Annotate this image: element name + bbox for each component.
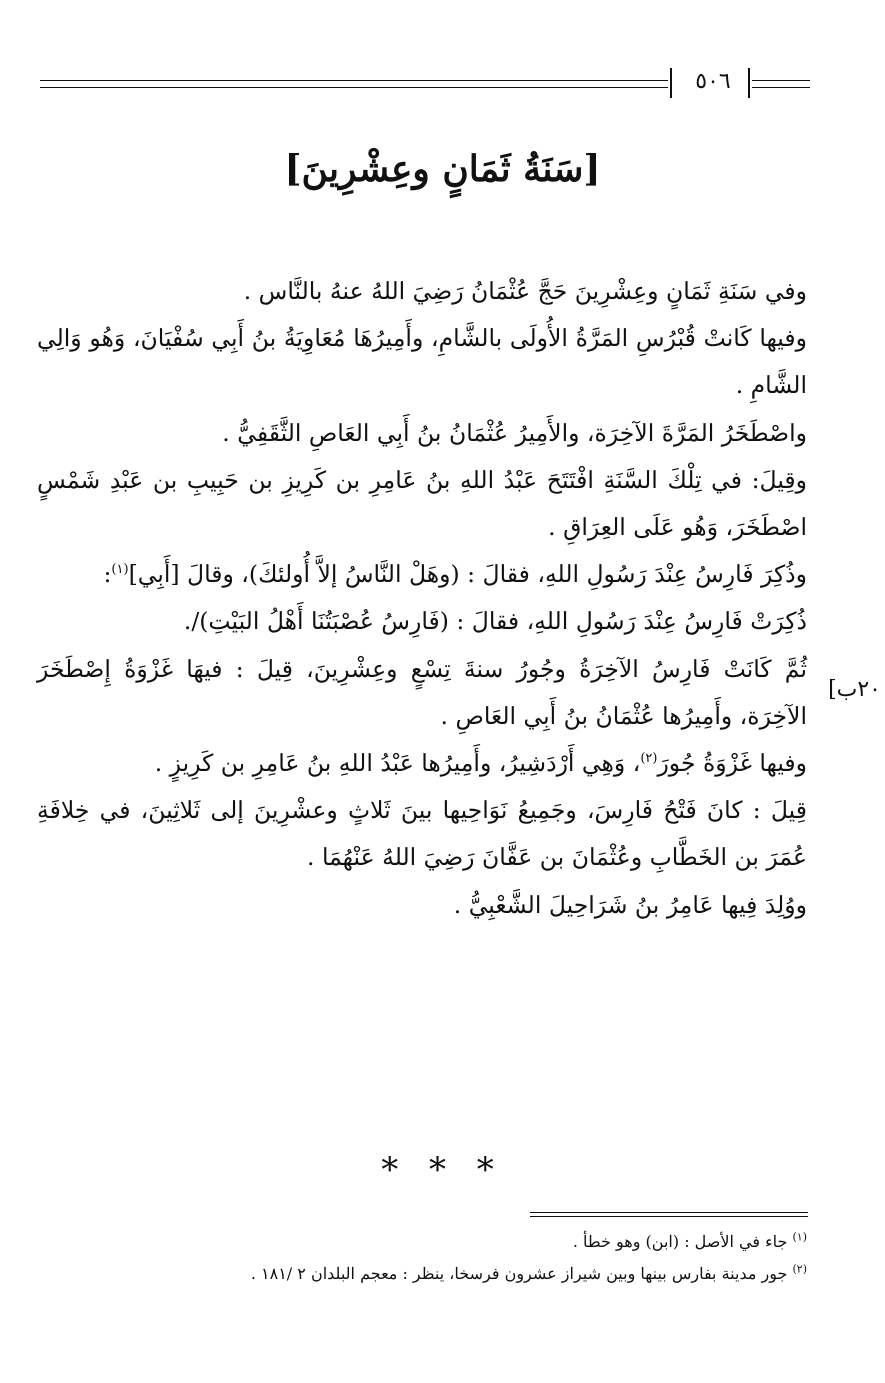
footnote <box>87 1226 807 1258</box>
page-header <box>40 68 810 102</box>
paragraph-text: وفيها غَزْوَةُ جُورَ <box>657 749 807 778</box>
paragraph-text: وذُكِرَ فَارِسُ عِنْدَ رَسُولِ اللهِ، فقالَ : (وهَلْ النَّاسُ إلاَّ أُولئكَ)، وقالَ [أَبِي] <box>128 560 807 589</box>
paragraph: قِيلَ : كانَ فَتْحُ فَارِسَ، وجَمِيعُ نَوَاحِيها بينَ ثَلاثٍ وعشْرِينَ إلى ثَلاثِينَ، في خِلافَةِ عُمَرَ بن الخَطَّابِ وعُثْمَانَ بن عَفَّانَ رَضِيَ اللهُ عَنْهُمَا . <box>37 796 807 872</box>
chapter-title: [سَنَةُ ثَمَانٍ وعِشْرِينَ] <box>284 148 601 190</box>
footnotes <box>87 1226 807 1290</box>
paragraph <box>37 551 807 598</box>
footnote-number: (٢) <box>792 1262 807 1276</box>
paragraph: وفي سَنَةِ ثَمَانٍ وعِشْرِينَ حَجَّ عُثْمَانُ رَضِيَ اللهُ عنهُ بالنَّاس . <box>243 277 807 305</box>
header-divider <box>670 68 672 98</box>
paragraph: وفيها كَانتْ قُبْرُسِ المَرَّةُ الأُولَى بالشَّامِ، وأَمِيرُهَا مُعَاوِيَةُ بنُ أَبِي سُفْيَانَ، وَهُو وَالِي الشَّامِ . <box>37 324 807 400</box>
paragraph: وقِيلَ: في تِلْكَ السَّنَةِ افْتَتَحَ عَبْدُ اللهِ بنُ عَامِرِ بن كَرِيزِ بن حَبِيبِ بن عَبْدِ شَمْسٍ اصْطَخَرَ، وَهُو عَلَى العِرَاقِ . <box>37 465 807 542</box>
footnote-rule <box>530 1212 808 1217</box>
footnote-number: (١) <box>792 1230 807 1244</box>
header-divider <box>748 68 750 98</box>
footnote-text: جاء في الأصل : (ابن) وهو خطأ . <box>572 1232 788 1251</box>
paragraph-text: ، وَهِي أَرْدَشِيرُ، وأَمِيرُها عَبْدُ اللهِ بنُ عَامِرِ بن كَرِيزٍ . <box>154 749 641 778</box>
footnote-text: جور مدينة بفارس بينها وبين شيراز عشرون فرسخا، ينظر : معجم البلدان ٢ /١٨١ . <box>250 1264 788 1283</box>
paragraph-text: : <box>103 560 112 589</box>
paragraph: واصْطَخَرُ المَرَّةَ الآخِرَة، والأَمِيرُ عُثْمَانُ بنُ أَبِي العَاصِ الثَّقَفِيُّ . <box>222 418 807 447</box>
footnote <box>87 1258 807 1290</box>
paragraph: ووُلِدَ فِيها عَامِرُ بنُ شَرَاحِيلَ الشَّعْبِيُّ . <box>453 890 807 919</box>
section-separator: * * * <box>381 1150 504 1190</box>
header-rule-left <box>40 80 668 88</box>
header-rule-right <box>752 80 810 88</box>
main-text <box>37 268 807 929</box>
manuscript-folio-marker: ٢٠ب] <box>828 677 881 702</box>
paragraph <box>37 740 807 787</box>
footnote-ref: (١) <box>111 562 129 578</box>
paragraph: ثُمَّ كَانَتْ فَارِسُ الآخِرَةُ وجُورُ سنةَ تِسْعٍ وعِشْرِينَ، قِيلَ : فيهَا غَزْوَةُ إِصْطَخَرَ الآخِرَة، وأَمِيرُها عُثْمَانُ بنُ أَبِي العَاصِ . <box>37 654 807 730</box>
footnote-ref: (٢) <box>640 751 658 767</box>
page-number: ٥٠٦ <box>695 69 731 94</box>
paragraph: ذُكِرَتْ فَارِسُ عِنْدَ رَسُولِ اللهِ، فقالَ : (فَارِسُ عُصْبَتُنَا أَهْلُ البَيْتِ)/. <box>183 607 807 636</box>
